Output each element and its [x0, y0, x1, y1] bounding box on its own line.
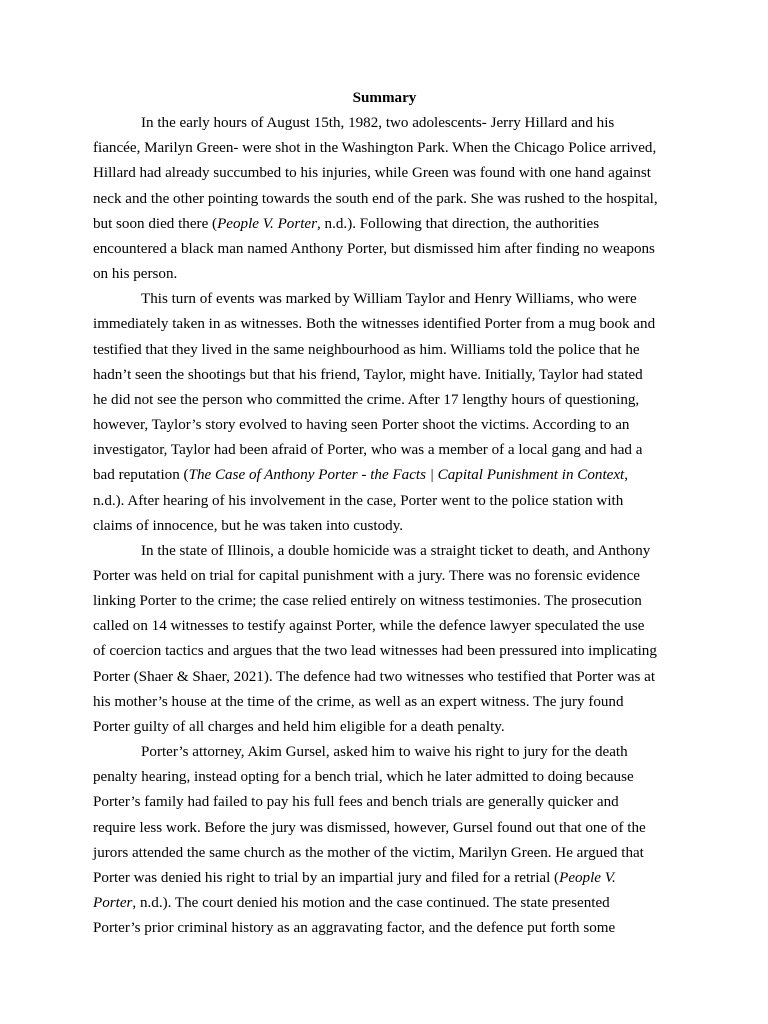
text-run: hadn’t seen the shootings but that his friend, Taylor, might have. Initially, Taylor had stated [93, 366, 643, 383]
text-run: penalty hearing, instead opting for a bench trial, which he later admitted to doing because [93, 769, 634, 786]
document-page [93, 86, 676, 941]
text-line [93, 161, 676, 186]
text-run: he did not see the person who committed the crime. After 17 lengthy hours of questioning, [93, 391, 640, 408]
text-line [93, 438, 676, 463]
body-paragraph [93, 111, 676, 287]
text-run: Porter’s prior criminal history as an aggravating factor, and the defence put forth some [93, 920, 616, 937]
text-line [93, 564, 676, 589]
text-run: Porter’s family had failed to pay his full fees and bench trials are generally quicker and [93, 794, 619, 811]
text-run: fiancée, Marilyn Green- were shot in the Washington Park. When the Chicago Police arrived, [93, 140, 657, 157]
text-line [93, 790, 676, 815]
text-line [93, 589, 676, 614]
text-line [93, 111, 676, 136]
text-line [93, 891, 676, 916]
text-run: claims of innocence, but he was taken into custody. [93, 517, 404, 534]
document-body [93, 111, 676, 941]
text-line [93, 539, 676, 564]
text-run: n.d.). After hearing of his involvement in the case, Porter went to the police station with [93, 492, 624, 509]
text-line [93, 639, 676, 664]
text-line [93, 413, 676, 438]
text-run: , n.d.). The court denied his motion and the case continued. The state presented [132, 895, 610, 911]
body-paragraph [93, 539, 676, 740]
text-line [93, 287, 676, 312]
text-line [93, 916, 676, 941]
text-run: Porter’s attorney, Akim Gursel, asked him to waive his right to jury for the death [141, 744, 628, 761]
text-line [93, 841, 676, 866]
text-run: In the early hours of August 15th, 1982, two adolescents- Jerry Hillard and his [141, 115, 615, 132]
text-line [93, 363, 676, 388]
text-line [93, 489, 676, 514]
italic-citation: People V. Porter [217, 215, 317, 232]
text-run: testified that they lived in the same neighbourhood as him. Williams told the police that he [93, 341, 640, 358]
text-run: on his person. [93, 266, 178, 283]
text-run: encountered a black man named Anthony Porter, but dismissed him after finding no weapons [93, 240, 655, 257]
text-run: Porter was held on trial for capital punishment with a jury. There was no forensic evidence [93, 567, 640, 584]
italic-citation: Porter [93, 895, 133, 911]
text-run: , [624, 467, 629, 484]
text-line [93, 665, 676, 690]
text-run: require less work. Before the jury was dismissed, however, Gursel found out that one of the [93, 819, 646, 836]
text-line [93, 463, 676, 488]
text-line [93, 765, 676, 790]
text-line [93, 212, 676, 237]
text-line [93, 715, 676, 740]
text-run: bad reputation ( [93, 467, 189, 484]
text-run: neck and the other pointing towards the south end of the park. She was rushed to the hospital, [93, 190, 658, 207]
text-run: Porter was denied his right to trial by an impartial jury and filed for a retrial ( [93, 869, 560, 886]
text-run: , n.d.). Following that direction, the authorities [317, 215, 600, 232]
text-line [93, 816, 676, 841]
italic-citation: The Case of Anthony Porter - the Facts | Capital Punishment in Context [188, 467, 625, 484]
document-title: Summary [352, 90, 417, 106]
text-run: of coercion tactics and argues that the two lead witnesses had been pressured into implicating [93, 643, 657, 660]
text-run: jurors attended the same church as the mother of the victim, Marilyn Green. He argued that [93, 844, 644, 861]
text-run: Hillard had already succumbed to his injuries, while Green was found with one hand against [93, 165, 651, 182]
text-run: his mother’s house at the time of the crime, as well as an expert witness. The jury found [93, 693, 624, 710]
text-run: immediately taken in as witnesses. Both the witnesses identified Porter from a mug book and [93, 316, 656, 333]
text-run: however, Taylor’s story evolved to having seen Porter shoot the victims. According to an [93, 417, 630, 434]
text-run: investigator, Taylor had been afraid of Porter, who was a member of a local gang and had a [93, 442, 643, 459]
text-line [93, 866, 676, 891]
text-line [93, 262, 676, 287]
text-line [93, 237, 676, 262]
text-line [93, 187, 676, 212]
text-line [93, 690, 676, 715]
text-line [93, 514, 676, 539]
body-paragraph [93, 287, 676, 539]
text-line [93, 312, 676, 337]
text-run: but soon died there ( [93, 215, 218, 232]
text-line [93, 614, 676, 639]
text-run: linking Porter to the crime; the case relied entirely on witness testimonies. The prosecution [93, 593, 642, 610]
body-paragraph [93, 740, 676, 941]
text-line [93, 338, 676, 363]
text-run: Porter (Shaer & Shaer, 2021). The defence had two witnesses who testified that Porter was at [93, 668, 656, 685]
italic-citation: People V. [559, 869, 616, 886]
text-run: Porter guilty of all charges and held him eligible for a death penalty. [93, 718, 505, 735]
text-run: called on 14 witnesses to testify against Porter, while the defence lawyer speculated the use [93, 618, 645, 635]
text-line [93, 388, 676, 413]
text-line [93, 740, 676, 765]
text-run: This turn of events was marked by William Taylor and Henry Williams, who were [141, 291, 637, 308]
text-run: In the state of Illinois, a double homicide was a straight ticket to death, and Anthony [141, 542, 651, 559]
text-line [93, 136, 676, 161]
